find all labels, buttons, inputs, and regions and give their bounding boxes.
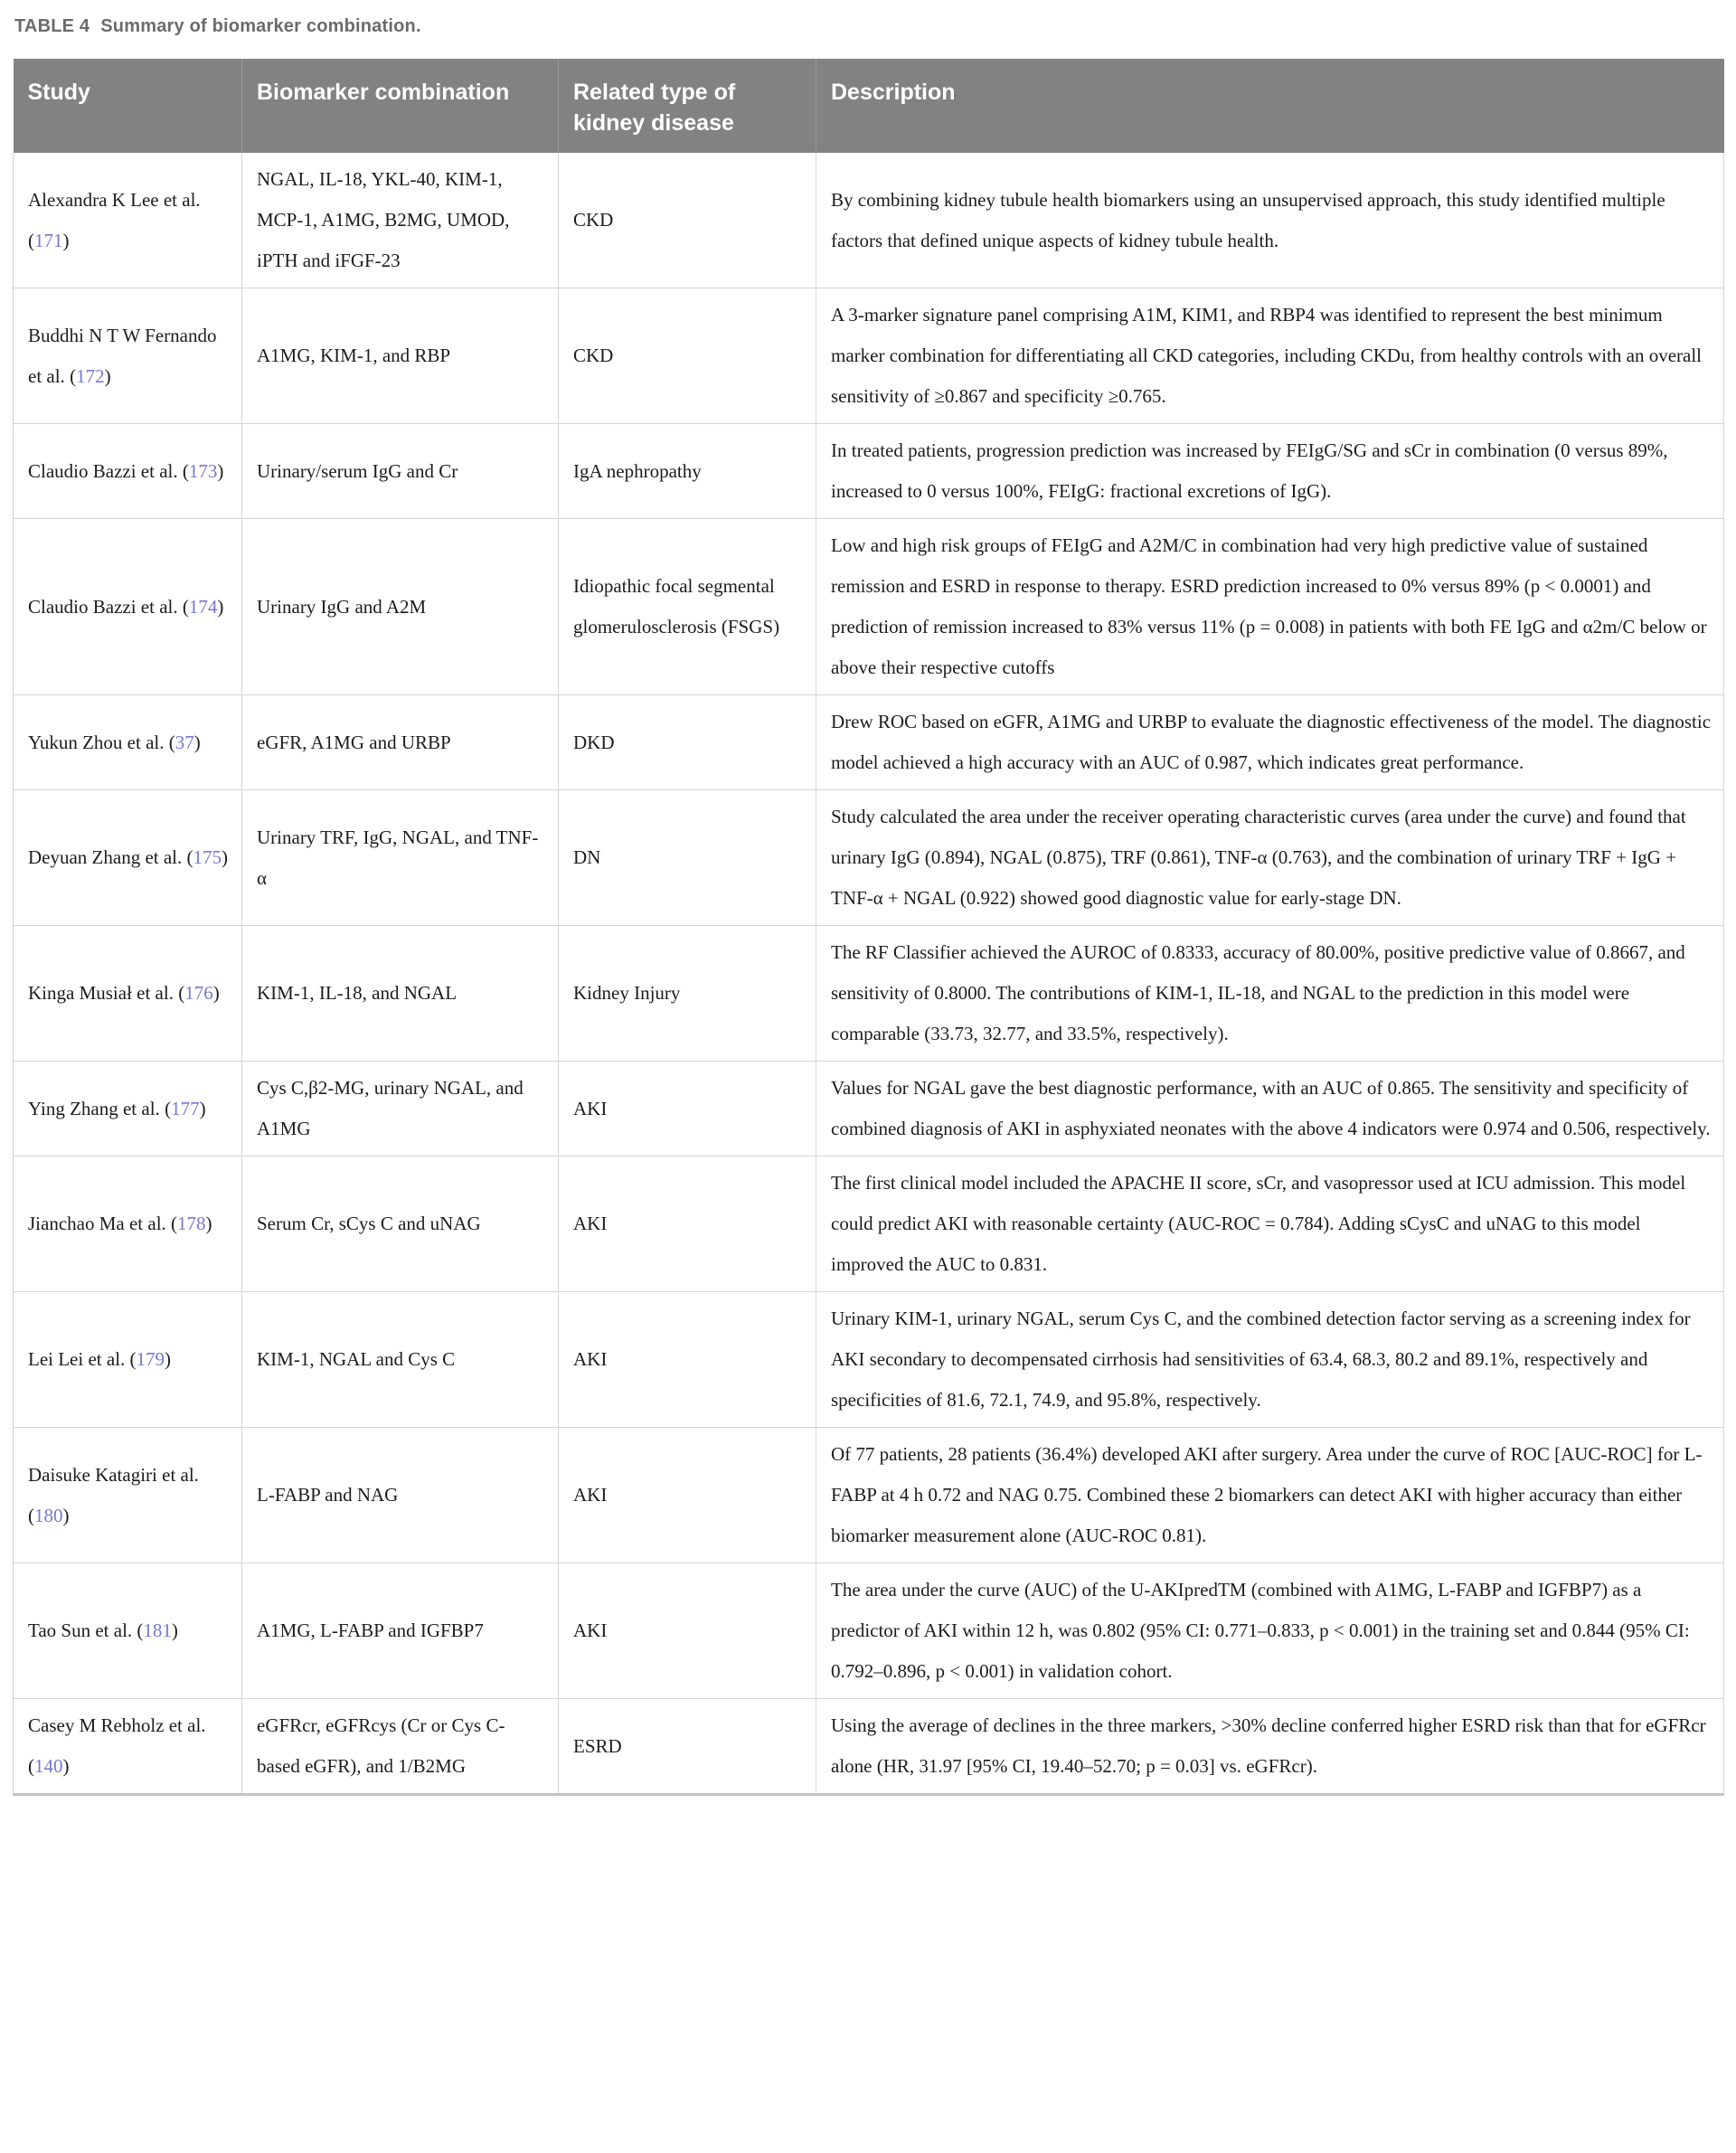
study-name: Yukun Zhou et al. <box>28 731 169 753</box>
reference-link[interactable]: 171 <box>34 229 63 251</box>
table-row <box>14 1428 1724 1563</box>
disease-cell: CKD <box>559 153 816 288</box>
citation-close-paren: ) <box>104 364 111 387</box>
table-row <box>14 926 1724 1062</box>
biomarker-cell: L-FABP and NAG <box>242 1428 559 1563</box>
reference-link[interactable]: 37 <box>175 731 194 753</box>
table-row <box>14 695 1724 790</box>
table-body <box>14 153 1724 1795</box>
citation-close-paren: ) <box>205 1213 212 1234</box>
citation-open-paren: ( <box>171 1213 178 1234</box>
disease-cell: AKI <box>559 1062 816 1157</box>
disease-cell: DN <box>559 790 816 926</box>
study-name: Tao Sun et al. <box>28 1619 137 1641</box>
study-name: Claudio Bazzi et al. <box>28 459 183 482</box>
table-caption: Summary of biomarker combination. <box>100 16 421 36</box>
column-header-description: Description <box>816 59 1724 153</box>
table-row <box>14 1563 1724 1699</box>
column-header-study: Study <box>14 59 242 153</box>
citation-open-paren: ( <box>178 982 185 1004</box>
table-row <box>14 424 1724 519</box>
disease-cell: DKD <box>559 695 816 790</box>
reference-link[interactable]: 175 <box>193 846 222 868</box>
study-name: Claudio Bazzi et al. <box>28 595 183 618</box>
reference-link[interactable]: 177 <box>171 1097 200 1119</box>
citation-close-paren: ) <box>193 731 201 753</box>
biomarker-cell: KIM-1, NGAL and Cys C <box>242 1292 559 1428</box>
biomarker-cell: eGFR, A1MG and URBP <box>242 695 559 790</box>
table-row <box>14 153 1724 288</box>
citation-open-paren: ( <box>182 459 189 482</box>
description-cell: A 3-marker signature panel comprising A1M, KIM1, and RBP4 was identified to represent the best minimum marker combination for differentiating all CKD categories, including CKDu, from healthy controls with an overall sensitivity of ≥0.867 and specificity ≥0.765. <box>816 288 1724 424</box>
disease-cell: Idiopathic focal segmental glomerulosclerosis (FSGS) <box>559 519 816 695</box>
study-cell <box>14 288 242 424</box>
table-row <box>14 1699 1724 1795</box>
table-label: TABLE 4 <box>14 16 90 36</box>
study-cell <box>14 519 242 695</box>
citation-open-paren: ( <box>168 731 175 753</box>
reference-link[interactable]: 181 <box>143 1619 172 1641</box>
citation-close-paren: ) <box>62 1504 70 1526</box>
table-row <box>14 288 1724 424</box>
study-cell <box>14 695 242 790</box>
disease-cell: AKI <box>559 1563 816 1699</box>
biomarker-cell: Cys C,β2-MG, urinary NGAL, and A1MG <box>242 1062 559 1157</box>
table-row <box>14 1062 1724 1157</box>
citation-close-paren: ) <box>222 846 229 868</box>
study-name: Alexandra K Lee et al. <box>28 188 201 211</box>
table-row <box>14 790 1724 926</box>
citation-close-paren: ) <box>212 982 220 1004</box>
description-cell: The RF Classifier achieved the AUROC of 0.8333, accuracy of 80.00%, positive predictive value of 0.8667, and sensitivity of 0.8000. The contributions of KIM-1, IL-18, and NGAL to the prediction in this model were comparable (33.73, 32.77, and 33.5%, respectively). <box>816 926 1724 1062</box>
description-cell: Using the average of declines in the three markers, >30% decline conferred higher ESRD risk than that for eGFRcr alone (HR, 31.97 [95% CI, 19.40–52.70; p = 0.03] vs. eGFRcr). <box>816 1699 1724 1795</box>
study-name: Jianchao Ma et al. <box>28 1213 172 1234</box>
study-cell <box>14 1563 242 1699</box>
citation-close-paren: ) <box>217 459 224 482</box>
description-cell: Urinary KIM-1, urinary NGAL, serum Cys C, and the combined detection factor serving as a screening index for AKI secondary to decompensated cirrhosis had sensitivities of 63.4, 68.3, 80.2 and 89.1%, respectively and specificities of 81.6, 72.1, 74.9, and 95.8%, respectively. <box>816 1292 1724 1428</box>
biomarker-cell: A1MG, KIM-1, and RBP <box>242 288 559 424</box>
citation-open-paren: ( <box>137 1619 144 1641</box>
disease-cell: AKI <box>559 1157 816 1292</box>
reference-link[interactable]: 179 <box>136 1348 165 1370</box>
study-cell <box>14 153 242 288</box>
disease-cell: ESRD <box>559 1699 816 1795</box>
description-cell: The first clinical model included the APACHE II score, sCr, and vasopressor used at ICU admission. This model could predict AKI with reasonable certainty (AUC-ROC = 0.784). Adding sCysC and uNAG to this model improved the AUC to 0.831. <box>816 1157 1724 1292</box>
description-cell: In treated patients, progression prediction was increased by FEIgG/SG and sCr in combination (0 versus 89%, increased to 0 versus 100%, FEIgG: fractional excretions of IgG). <box>816 424 1724 519</box>
citation-close-paren: ) <box>165 1348 172 1370</box>
reference-link[interactable]: 176 <box>184 982 213 1004</box>
disease-cell: Kidney Injury <box>559 926 816 1062</box>
reference-link[interactable]: 180 <box>34 1504 63 1526</box>
biomarker-cell: Urinary/serum IgG and Cr <box>242 424 559 519</box>
table-title <box>14 16 1723 37</box>
citation-close-paren: ) <box>62 1755 70 1777</box>
disease-cell: CKD <box>559 288 816 424</box>
citation-open-paren: ( <box>28 229 34 251</box>
biomarker-combination-table <box>13 59 1724 1796</box>
citation-close-paren: ) <box>62 229 70 251</box>
biomarker-cell: Urinary TRF, IgG, NGAL, and TNF-α <box>242 790 559 926</box>
description-cell: Values for NGAL gave the best diagnostic performance, with an AUC of 0.865. The sensitivity and specificity of combined diagnosis of AKI in asphyxiated neonates with the above 4 indicators were 0.974 and 0.506, respectively. <box>816 1062 1724 1157</box>
study-cell <box>14 1292 242 1428</box>
study-cell <box>14 790 242 926</box>
citation-open-paren: ( <box>129 1348 137 1370</box>
table-row <box>14 1157 1724 1292</box>
description-cell: The area under the curve (AUC) of the U-AKIpredTM (combined with A1MG, L-FABP and IGFBP7) as a predictor of AKI within 12 h, was 0.802 (95% CI: 0.771–0.833, p < 0.001) in the training set and 0.844 (95% CI: 0.792–0.896, p < 0.001) in validation cohort. <box>816 1563 1724 1699</box>
study-cell <box>14 1062 242 1157</box>
table-row <box>14 519 1724 695</box>
study-cell <box>14 1428 242 1563</box>
study-name: Daisuke Katagiri et al. <box>28 1463 199 1486</box>
study-cell <box>14 926 242 1062</box>
reference-link[interactable]: 172 <box>76 364 105 387</box>
column-header-biomarker-combination: Biomarker combination <box>242 59 559 153</box>
citation-open-paren: ( <box>70 364 77 387</box>
citation-close-paren: ) <box>217 595 224 618</box>
reference-link[interactable]: 174 <box>188 595 218 618</box>
study-name: Ying Zhang et al. <box>28 1097 165 1119</box>
study-cell <box>14 1699 242 1795</box>
biomarker-cell: A1MG, L-FABP and IGFBP7 <box>242 1563 559 1699</box>
table-header <box>14 59 1724 153</box>
reference-link[interactable]: 173 <box>188 459 218 482</box>
study-name: Buddhi N T W Fernando et al. <box>28 324 217 387</box>
citation-open-paren: ( <box>182 595 189 618</box>
biomarker-cell: eGFRcr, eGFRcys (Cr or Cys C-based eGFR), and 1/B2MG <box>242 1699 559 1795</box>
description-cell: Drew ROC based on eGFR, A1MG and URBP to evaluate the diagnostic effectiveness of the model. The diagnostic model achieved a high accuracy with an AUC of 0.987, which indicates great performance. <box>816 695 1724 790</box>
citation-close-paren: ) <box>171 1619 178 1641</box>
biomarker-cell: Serum Cr, sCys C and uNAG <box>242 1157 559 1292</box>
study-cell <box>14 1157 242 1292</box>
biomarker-cell: NGAL, IL-18, YKL-40, KIM-1, MCP-1, A1MG, B2MG, UMOD, iPTH and iFGF-23 <box>242 153 559 288</box>
study-name: Lei Lei et al. <box>28 1348 130 1370</box>
citation-open-paren: ( <box>186 846 193 868</box>
study-name: Deyuan Zhang et al. <box>28 846 187 868</box>
disease-cell: IgA nephropathy <box>559 424 816 519</box>
citation-open-paren: ( <box>165 1097 172 1119</box>
description-cell: Study calculated the area under the receiver operating characteristic curves (area under the curve) and found that urinary IgG (0.894), NGAL (0.875), TRF (0.861), TNF-α (0.763), and the combination of urinary TRF + IgG + TNF-α + NGAL (0.922) showed good diagnostic value for early-stage DN. <box>816 790 1724 926</box>
biomarker-cell: KIM-1, IL-18, and NGAL <box>242 926 559 1062</box>
citation-open-paren: ( <box>28 1755 34 1777</box>
biomarker-cell: Urinary IgG and A2M <box>242 519 559 695</box>
reference-link[interactable]: 178 <box>177 1213 206 1234</box>
disease-cell: AKI <box>559 1428 816 1563</box>
study-cell <box>14 424 242 519</box>
study-name: Kinga Musiał et al. <box>28 982 179 1004</box>
citation-open-paren: ( <box>28 1504 34 1526</box>
reference-link[interactable]: 140 <box>34 1755 63 1777</box>
table-row <box>14 1292 1724 1428</box>
citation-close-paren: ) <box>199 1097 206 1119</box>
description-cell: By combining kidney tubule health biomarkers using an unsupervised approach, this study identified multiple factors that defined unique aspects of kidney tubule health. <box>816 153 1724 288</box>
column-header-related-kidney-disease: Related type of kidney disease <box>559 59 816 153</box>
study-name: Casey M Rebholz et al. <box>28 1714 206 1736</box>
description-cell: Of 77 patients, 28 patients (36.4%) developed AKI after surgery. Area under the curve of ROC [AUC-ROC] for L-FABP at 4 h 0.72 and NAG 0.75. Combined these 2 biomarkers can detect AKI with higher accuracy than either biomarker measurement alone (AUC-ROC 0.81). <box>816 1428 1724 1563</box>
header-row <box>14 59 1724 153</box>
description-cell: Low and high risk groups of FEIgG and A2M/C in combination had very high predictive value of sustained remission and ESRD in response to therapy. ESRD prediction increased to 0% versus 89% (p < 0.0001) and prediction of remission increased to 83% versus 11% (p = 0.008) in patients with both FE IgG and α2m/C below or above their respective cutoffs <box>816 519 1724 695</box>
disease-cell: AKI <box>559 1292 816 1428</box>
